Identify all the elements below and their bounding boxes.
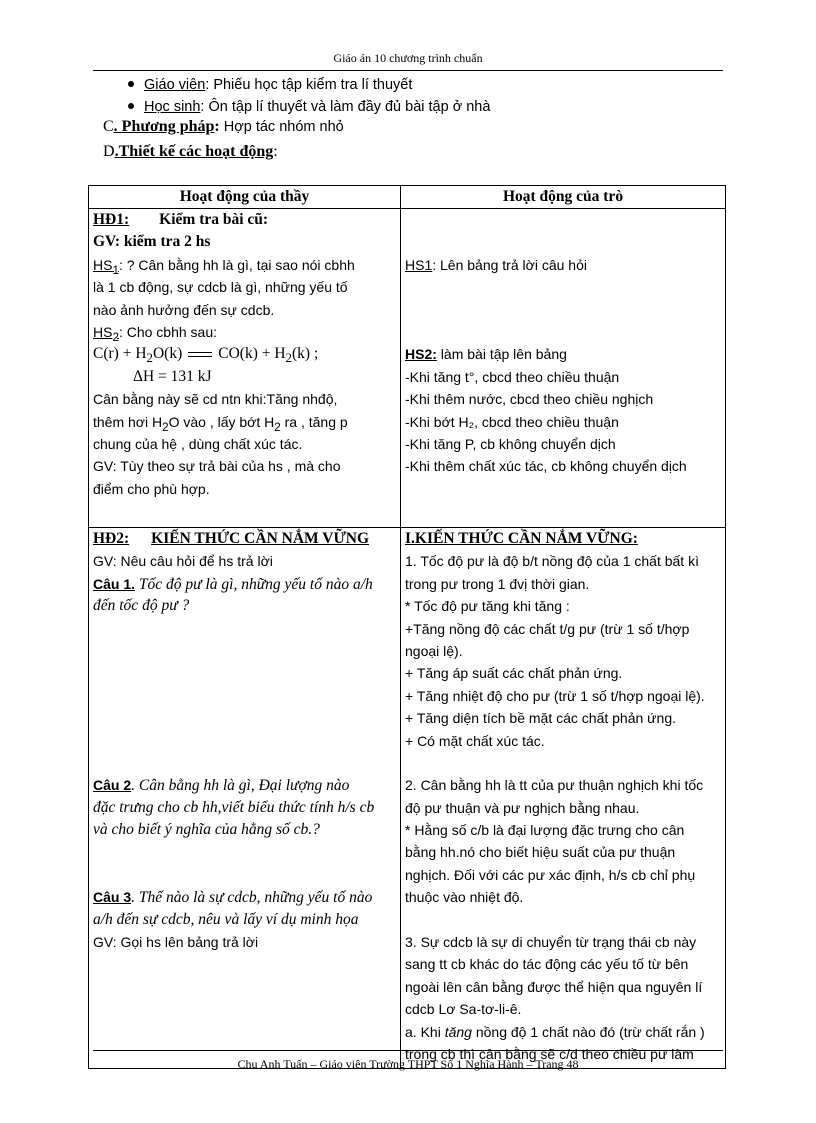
hd1-line1: Cân bằng này sẽ cd ntn khi:Tăng nhđộ,: [93, 391, 338, 408]
spacer: [405, 321, 721, 343]
hd2-label: HĐ2:: [93, 530, 130, 547]
section-title: . Phương pháp: [113, 118, 215, 135]
answer-line: 1. Tốc độ pư là độ b/t nồng độ của 1 chất bất kì: [405, 553, 699, 570]
list-item: -Khi tăng P, cb không chuyển dịch: [405, 435, 616, 452]
q2-text: . Cân bằng hh là gì, Đại lượng nào: [131, 777, 350, 795]
footer-rule: [93, 1050, 723, 1051]
hs2-sub: 2: [112, 330, 119, 344]
col-teacher-header: Hoạt động của thầy: [89, 186, 401, 209]
spacer: [93, 618, 396, 640]
answer-line: bằng hh.nó cho biết hiệu suất của pư thuận: [405, 844, 676, 861]
table-row: [89, 209, 726, 528]
answer-line: * Tốc độ pư tăng khi tăng :: [405, 598, 570, 615]
answer-line: độ pư thuận và pư nghịch bằng nhau.: [405, 799, 640, 816]
page-footer: Chu Anh Tuấn – Giáo viên Trường THPT Số 1 Nghĩa Hành – Trang 48: [237, 1057, 579, 1071]
hd1-teacher-cell: [89, 209, 401, 528]
section-colon: :: [273, 143, 278, 160]
col-student-header: Hoạt động của trò: [401, 186, 726, 209]
section-title: .Thiết kế các hoạt động: [114, 143, 274, 160]
hd1-line2: [93, 411, 396, 433]
section-prefix: C: [103, 118, 114, 135]
hs1-label: [93, 256, 119, 277]
list-item: -Khi thêm nước, cbcd theo chiều nghịch: [405, 391, 654, 408]
q3-label: Câu 3: [93, 889, 132, 906]
hd1-title: Kiểm tra bài cũ:: [159, 211, 269, 228]
q3: [93, 886, 396, 908]
spacer: [405, 209, 721, 231]
bullet-icon: [128, 81, 134, 87]
list-item: [128, 74, 490, 96]
hd2-gv: GV: Nêu câu hỏi để hs trả lời: [93, 553, 273, 570]
spacer: [93, 685, 396, 707]
q3-line2: a/h đến sự cdcb, nêu và lấy ví dụ minh họa: [93, 910, 359, 928]
section-c: [103, 118, 344, 136]
table-header-row: [89, 186, 726, 209]
l2b: O vào , lấy bớt H: [168, 413, 275, 430]
hd2-teacher-cell: [89, 528, 401, 1069]
answer-line: + Có mặt chất xúc tác.: [405, 732, 545, 749]
section-text: Hợp tác nhóm nhỏ: [219, 119, 344, 135]
hs1-line2: là 1 cb động, sự cdcb là gì, những yếu tố: [93, 279, 348, 296]
answer-line: * Hằng số c/b là đại lượng đặc trưng cho cân: [405, 822, 685, 839]
answer-line: + Tăng áp suất các chất phản ứng.: [405, 665, 623, 682]
answer-line: trong pư trong 1 đvị thời gian.: [405, 575, 590, 592]
hs2-answer: [405, 343, 721, 365]
activity-table: [88, 185, 726, 1069]
l2a: thêm hơi H: [93, 413, 163, 430]
spacer: [405, 752, 721, 774]
hs2-answer-label: HS2:: [405, 346, 437, 363]
eq-right2: (k) ;: [292, 345, 319, 363]
hs2-text: : Cho cbhh sau:: [118, 323, 217, 340]
answer-line: ngoài lên cân bằng được thể hiện qua nguyên lí: [405, 978, 703, 995]
spacer: [93, 752, 396, 774]
hs1-question: [93, 254, 396, 276]
section-colon: :: [214, 118, 220, 135]
answer-line: thuộc vào nhiệt độ.: [405, 889, 524, 906]
a3e3: nồng độ 1 chất nào đó (trừ chất rắn ): [471, 1023, 705, 1040]
spacer: [93, 707, 396, 729]
eq-left: C(r) + H: [93, 345, 147, 363]
q1-line2: đến tốc độ pư ?: [93, 597, 190, 615]
equilibrium-arrow-icon: [186, 350, 214, 360]
answer-line: sang tt cb khác do tác động các yếu tố từ bên: [405, 956, 689, 973]
spacer: [405, 909, 721, 931]
spacer: [93, 864, 396, 886]
answer-line: [405, 1021, 721, 1043]
answer-line: ngoại lệ).: [405, 642, 463, 659]
section-prefix: D: [103, 143, 115, 160]
q2-label: Câu 2: [93, 777, 132, 794]
hd1-student-cell: [401, 209, 726, 528]
spacer: [93, 662, 396, 684]
materials-list: [128, 74, 490, 118]
answer-line: + Tăng nhiệt độ cho pư (trừ 1 số t/hợp ngoại lệ).: [405, 687, 705, 704]
bullet-head: Học sinh: [144, 99, 201, 115]
hd2-heading: [93, 528, 396, 550]
header-rule: [93, 70, 723, 71]
page-header: Giáo án 10 chương trình chuẩn: [333, 51, 483, 65]
hd1-gv: GV: kiểm tra 2 hs: [93, 233, 211, 251]
hs1-answer: [405, 254, 721, 276]
hs1-label-text: HS: [93, 256, 113, 273]
hd2-student-cell: [401, 528, 726, 1069]
answer-line: +Tăng nồng độ các chất t/g pư (trừ 1 số t/hợp: [405, 620, 690, 637]
q2: [93, 774, 396, 796]
a3e2: tăng: [444, 1023, 472, 1040]
hs1-answer-label: HS1: [405, 256, 433, 273]
enthalpy: ΔH = 131 kJ: [133, 367, 212, 385]
spacer: [405, 231, 721, 253]
hd2-title: KIẾN THỨC CẦN NẮM VỮNG: [151, 530, 370, 547]
bullet-icon: [128, 103, 134, 109]
hs1-sub: 1: [112, 263, 119, 277]
spacer: [405, 299, 721, 321]
q3-text: . Thế nào là sự cdcb, những yếu tố nào: [131, 889, 373, 907]
list-item: -Khi tăng t°, cbcd theo chiều thuận: [405, 368, 620, 385]
answer-line: 3. Sự cdcb là sự di chuyển từ trạng thái cb này: [405, 934, 697, 951]
hd1-heading: [93, 209, 396, 231]
hs1-text: : ? Cân bằng hh là gì, tại sao nói cbhh: [118, 256, 355, 273]
hd2-right-title: I.KIẾN THỨC CẦN NẮM VỮNG:: [405, 530, 638, 547]
hd1-line3: chung của hệ , dùng chất xúc tác.: [93, 435, 303, 452]
l2-sub: 2: [274, 420, 281, 433]
a3e1: a. Khi: [405, 1023, 445, 1040]
hs2-question: [93, 321, 396, 343]
eq-right: CO(k) + H: [218, 345, 286, 363]
bullet-text: : Ôn tập lí thuyết và làm đầy đủ bài tập ở nhà: [200, 99, 491, 115]
table-row: [89, 528, 726, 1069]
list-item: -Khi thêm chất xúc tác, cb không chuyển dịch: [405, 458, 687, 475]
l2c: ra , tăng p: [280, 413, 348, 430]
hs2-label: [93, 323, 119, 344]
answer-line: + Tăng diện tích bề mặt các chất phản ứng.: [405, 710, 677, 727]
eq-sub: 2: [285, 350, 292, 366]
eq-left2: O(k): [152, 345, 183, 363]
l2-sub: 2: [162, 420, 169, 433]
spacer: [93, 841, 396, 863]
q1: [93, 573, 396, 595]
hs1-answer-text: : Lên bảng trả lời câu hỏi: [432, 256, 587, 273]
answer-line: trong cb thì cân bằng sẽ c/d theo chiều pư làm: [405, 1045, 694, 1062]
q1-label: Câu 1.: [93, 575, 136, 592]
q1-text: Tốc độ pư là gì, những yếu tố nào a/h: [135, 575, 373, 593]
section-d: [103, 143, 278, 161]
eq-sub: 2: [146, 350, 153, 366]
q3-gv: GV: Gọi hs lên bảng trả lời: [93, 934, 259, 951]
q2-line2: đặc trưng cho cb hh,viết biểu thức tính h/s cb: [93, 798, 375, 816]
bullet-head: Giáo viên: [144, 77, 206, 93]
hd1-line4: GV: Tùy theo sự trả bài của hs , mà cho: [93, 458, 341, 475]
list-item: [128, 96, 490, 118]
answer-line: cdcb Lơ Sa-tơ-li-ê.: [405, 1001, 522, 1018]
list-item: -Khi bớt H₂, cbcd theo chiều thuận: [405, 413, 619, 430]
answer-line: nghịch. Đối với các pư xác định, h/s cb chỉ phụ: [405, 866, 696, 883]
hd1-label: HĐ1:: [93, 211, 130, 228]
hs1-line3: nào ảnh hưởng đến sự cdcb.: [93, 301, 275, 318]
hd1-line5: điểm cho phù hợp.: [93, 480, 210, 497]
bullet-text: : Phiếu học tập kiểm tra lí thuyết: [205, 77, 413, 93]
spacer: [93, 730, 396, 752]
answer-line: 2. Cân bằng hh là tt của pư thuận nghịch khi tốc: [405, 777, 704, 794]
spacer: [93, 640, 396, 662]
equation: [93, 343, 396, 365]
q2-line3: và cho biết ý nghĩa của hằng số cb.?: [93, 821, 320, 839]
hs2-answer-text: làm bài tập lên bảng: [436, 346, 567, 363]
spacer: [405, 276, 721, 298]
hs2-label-text: HS: [93, 323, 113, 340]
